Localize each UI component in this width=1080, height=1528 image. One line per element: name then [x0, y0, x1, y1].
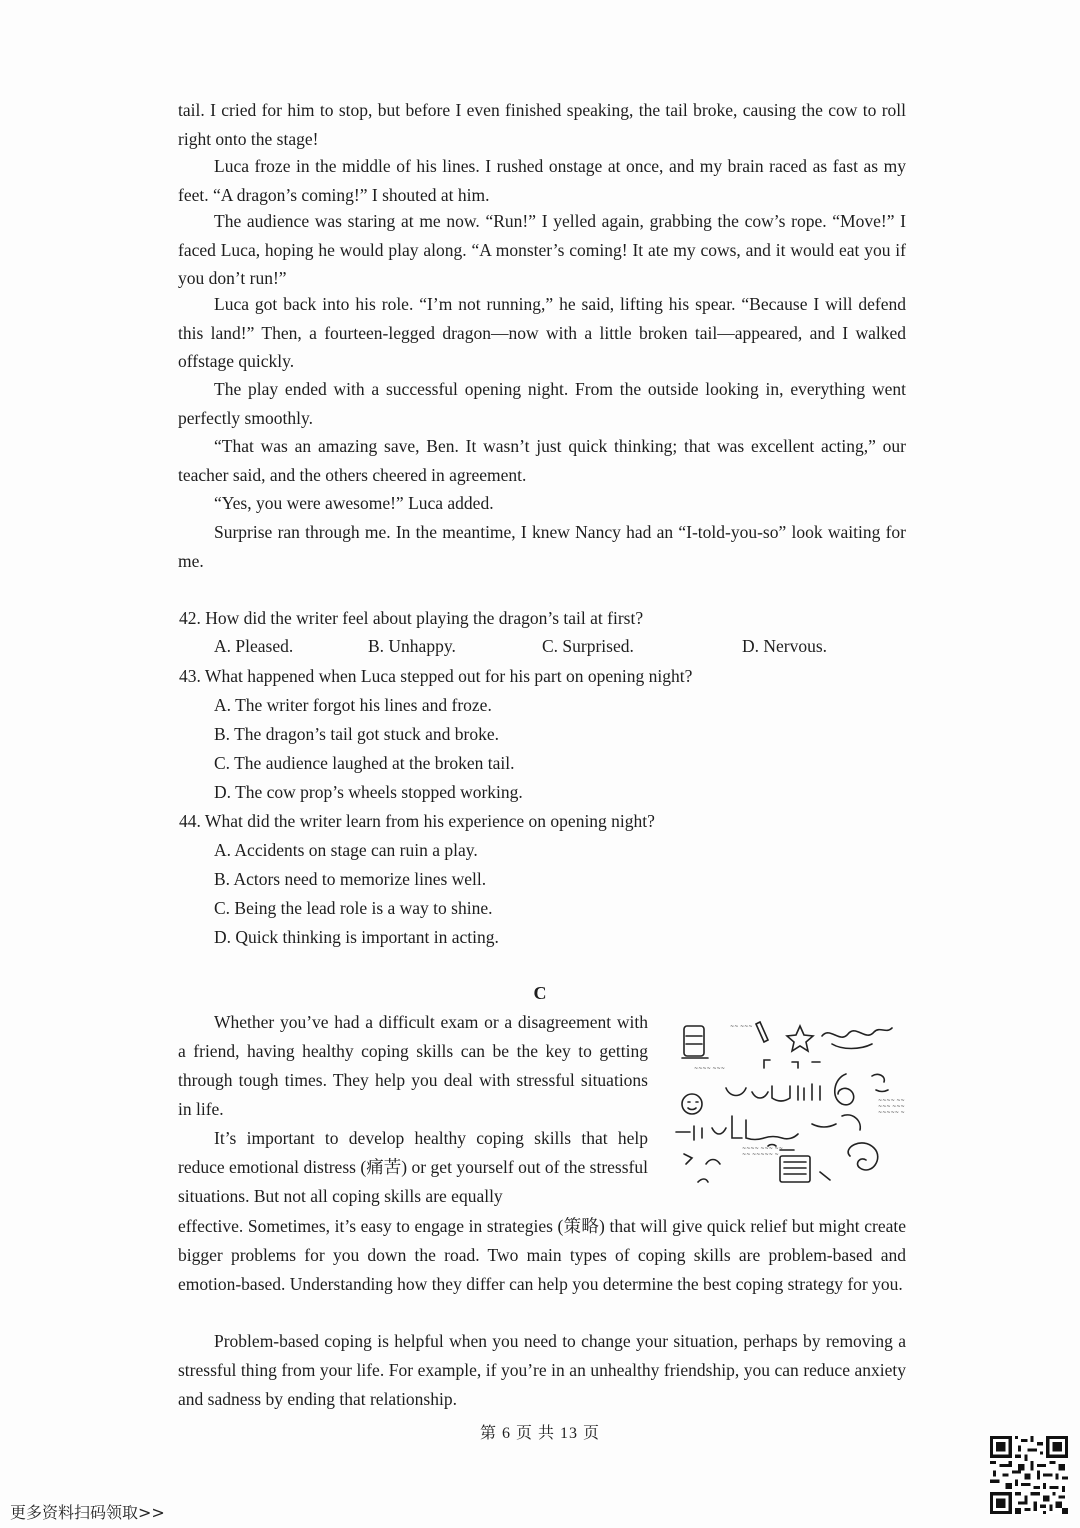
svg-text:~~ ~~~: ~~ ~~~	[730, 1024, 753, 1030]
paragraph-b-7: “Yes, you were awesome!” Luca added.	[214, 493, 494, 513]
coping-skills-doodle-illustration	[672, 1016, 908, 1194]
question-42-options	[214, 632, 854, 660]
svg-text:~~~~ ~~~: ~~~~ ~~~	[694, 1066, 725, 1072]
q44-option-d: D. Quick thinking is important in acting.	[214, 927, 499, 947]
paragraph-b-1: tail. I cried for him to stop, but before I even finished speaking, the tail broke, causing the cow to roll right onto the stage!	[178, 100, 906, 149]
svg-text:~~~~ ~~~ ~~: ~~~~ ~~~ ~~	[742, 1146, 783, 1152]
svg-text:~~~~~ ~: ~~~~~ ~	[878, 1110, 905, 1116]
svg-text:~~ ~~~~~ ~: ~~ ~~~~~ ~	[742, 1152, 779, 1158]
q42-option-c: C. Surprised.	[542, 636, 634, 656]
promo-text: 更多资料扫码领取>>	[10, 1503, 165, 1522]
paragraph-b-4: Luca got back into his role. “I’m not running,” he said, lifting his spear. “Because I will defend this land!” Then, a fourteen-legged dragon—now with a little broken tail—appeared, and I walked offstage quickly.	[178, 294, 906, 371]
paragraph-b-3: The audience was staring at me now. “Run!” I yelled again, grabbing the cow’s rope. “Move!” I faced Luca, hoping he would play along. “A monster’s coming! It ate my cows, and it would eat you if you don’t run!”	[178, 211, 906, 288]
q44-option-b: B. Actors need to memorize lines well.	[214, 869, 487, 889]
q43-option-c: C. The audience laughed at the broken tail.	[214, 753, 515, 773]
page-number: 第 6 页 共 13 页	[479, 1425, 600, 1442]
paragraph-c-3: Problem-based coping is helpful when you need to change your situation, perhaps by removing a stressful thing from your life. For example, if you’re in an unhealthy friendship, you can reduce anxiety and sadness by ending that relationship.	[178, 1331, 906, 1409]
paragraph-c-2-part1: It’s important to develop healthy coping skills that help reduce emotional distress (痛苦) or get yourself out of the stressful situations. But not all coping skills are equally	[178, 1128, 648, 1206]
question-43-stem: 43. What happened when Luca stepped out for his part on opening night?	[179, 666, 693, 686]
paragraph-b-5: The play ended with a successful opening night. From the outside looking in, everything went perfectly smoothly.	[178, 379, 906, 428]
q43-option-a: A. The writer forgot his lines and froze.	[214, 695, 492, 715]
q44-option-a: A. Accidents on stage can ruin a play.	[214, 840, 478, 860]
q43-option-b: B. The dragon’s tail got stuck and broke.	[214, 724, 499, 744]
svg-text:~~~ ~~~: ~~~ ~~~	[878, 1104, 905, 1110]
q42-option-b: B. Unhappy.	[368, 636, 456, 656]
q42-option-a: A. Pleased.	[214, 636, 294, 656]
paragraph-c-2-part2: effective. Sometimes, it’s easy to engage in strategies (策略) that will give quick relief but might create bigger problems for you down the road. Two main types of coping skills are problem-based and emotion-based. Understanding how they differ can help you determine the best coping strategy for you.	[178, 1216, 906, 1294]
paragraph-c-1: Whether you’ve had a difficult exam or a disagreement with a friend, having healthy coping skills can be the key to getting through tough times. They help you deal with stressful situations in life.	[178, 1012, 648, 1119]
qr-code-icon	[990, 1436, 1068, 1514]
svg-text:~~~~ ~~: ~~~~ ~~	[878, 1098, 905, 1104]
question-44-stem: 44. What did the writer learn from his experience on opening night?	[179, 811, 655, 831]
paragraph-b-8: Surprise ran through me. In the meantime, I knew Nancy had an “I-told-you-so” look waiting for me.	[178, 522, 906, 571]
paragraph-b-6: “That was an amazing save, Ben. It wasn’t just quick thinking; that was excellent acting,” our teacher said, and the others cheered in agreement.	[178, 436, 906, 485]
paragraph-b-2: Luca froze in the middle of his lines. I rushed onstage at once, and my brain raced as fast as my feet. “A dragon’s coming!” I shouted at him.	[178, 156, 906, 205]
q44-option-c: C. Being the lead role is a way to shine.	[214, 898, 493, 918]
q42-option-d: D. Nervous.	[742, 636, 828, 656]
q43-option-d: D. The cow prop’s wheels stopped working.	[214, 782, 523, 802]
section-c-title: C	[533, 983, 547, 1003]
question-42-stem: 42. How did the writer feel about playing the dragon’s tail at first?	[179, 608, 644, 628]
